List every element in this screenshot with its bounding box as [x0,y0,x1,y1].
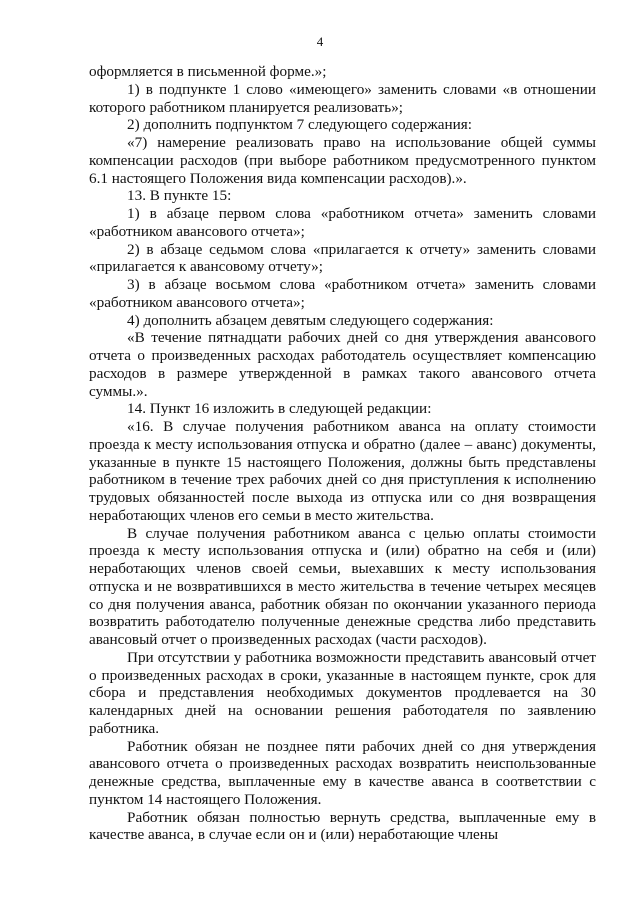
paragraph: 1) в абзаце первом слова «работником отчета» заменить словами «работником авансового отчета»; [89,205,596,240]
paragraph: Работник обязан не позднее пяти рабочих дней со дня утверждения авансового отчета о произведенных расходах возвратить неиспользованные денежные средства, выплаченные ему в качестве аванса в соответствии с пунктом 14 настоящего Положения. [89,737,596,808]
page-number: 4 [316,34,324,49]
paragraph: Работник обязан полностью вернуть средства, выплаченные ему в качестве аванса, в случае если он и (или) неработающие члены [89,808,596,844]
paragraph: В случае получения работником аванса с целью оплаты стоимости проезда к месту использования отпуска и (или) обратно на себя и (или) неработающих членов своей семьи, выехавших к месту использования отпуска и не возвратившихся в место жительства в течение четырех месяцев со дня получения аванса, работник обязан по окончании указанного периода возвратить работодателю полученные денежные средства либо представить авансовый отчет о произведенных расходах (части расходов). [89,524,596,648]
paragraph: 2) в абзаце седьмом слова «прилагается к отчету» заменить словами «прилагается к авансовому отчету»; [89,240,596,276]
document-body [89,63,596,844]
paragraph: «7) намерение реализовать право на использование общей суммы компенсации расходов (при выборе работником предусмотренного пунктом 6.1 настоящего Положения вида компенсации расходов).». [89,134,596,187]
paragraph: При отсутствии у работника возможности представить авансовый отчет о произведенных расходах в сроки, указанные в настоящем пункте, срок для сбора и представления необходимых документов продлевается на 30 календарных дней на основании решения работодателя по заявлению работника. [89,648,596,737]
paragraph: «16. В случае получения работником аванса на оплату стоимости проезда к месту использования отпуска и обратно (далее – аванс) документы, указанные в пункте 15 настоящего Положения, должны быть представлены работником в течение трех рабочих дней со дня приступления к исполнению трудовых обязанностей после выхода из отпуска или со дня возвращения неработающих членов его семьи в место жительства. [89,418,596,524]
paragraph: «В течение пятнадцати рабочих дней со дня утверждения авансового отчета о произведенных расходах работодатель осуществляет компенсацию расходов в размере утвержденной в рамках такого авансового отчета суммы.». [89,329,596,400]
paragraph: 1) в подпункте 1 слово «имеющего» заменить словами «в отношении которого работником планируется реализовать»; [89,80,596,116]
paragraph: оформляется в письменной форме.»; [89,63,327,80]
paragraph: 4) дополнить абзацем девятым следующего содержания: [127,311,494,329]
paragraph: 13. В пункте 15: [127,187,232,205]
paragraph: 2) дополнить подпунктом 7 следующего содержания: [127,116,472,134]
paragraph: 3) в абзаце восьмом слова «работником отчета» заменить словами «работником авансового отчета»; [89,276,596,311]
paragraph: 14. Пункт 16 изложить в следующей редакции: [127,400,432,418]
